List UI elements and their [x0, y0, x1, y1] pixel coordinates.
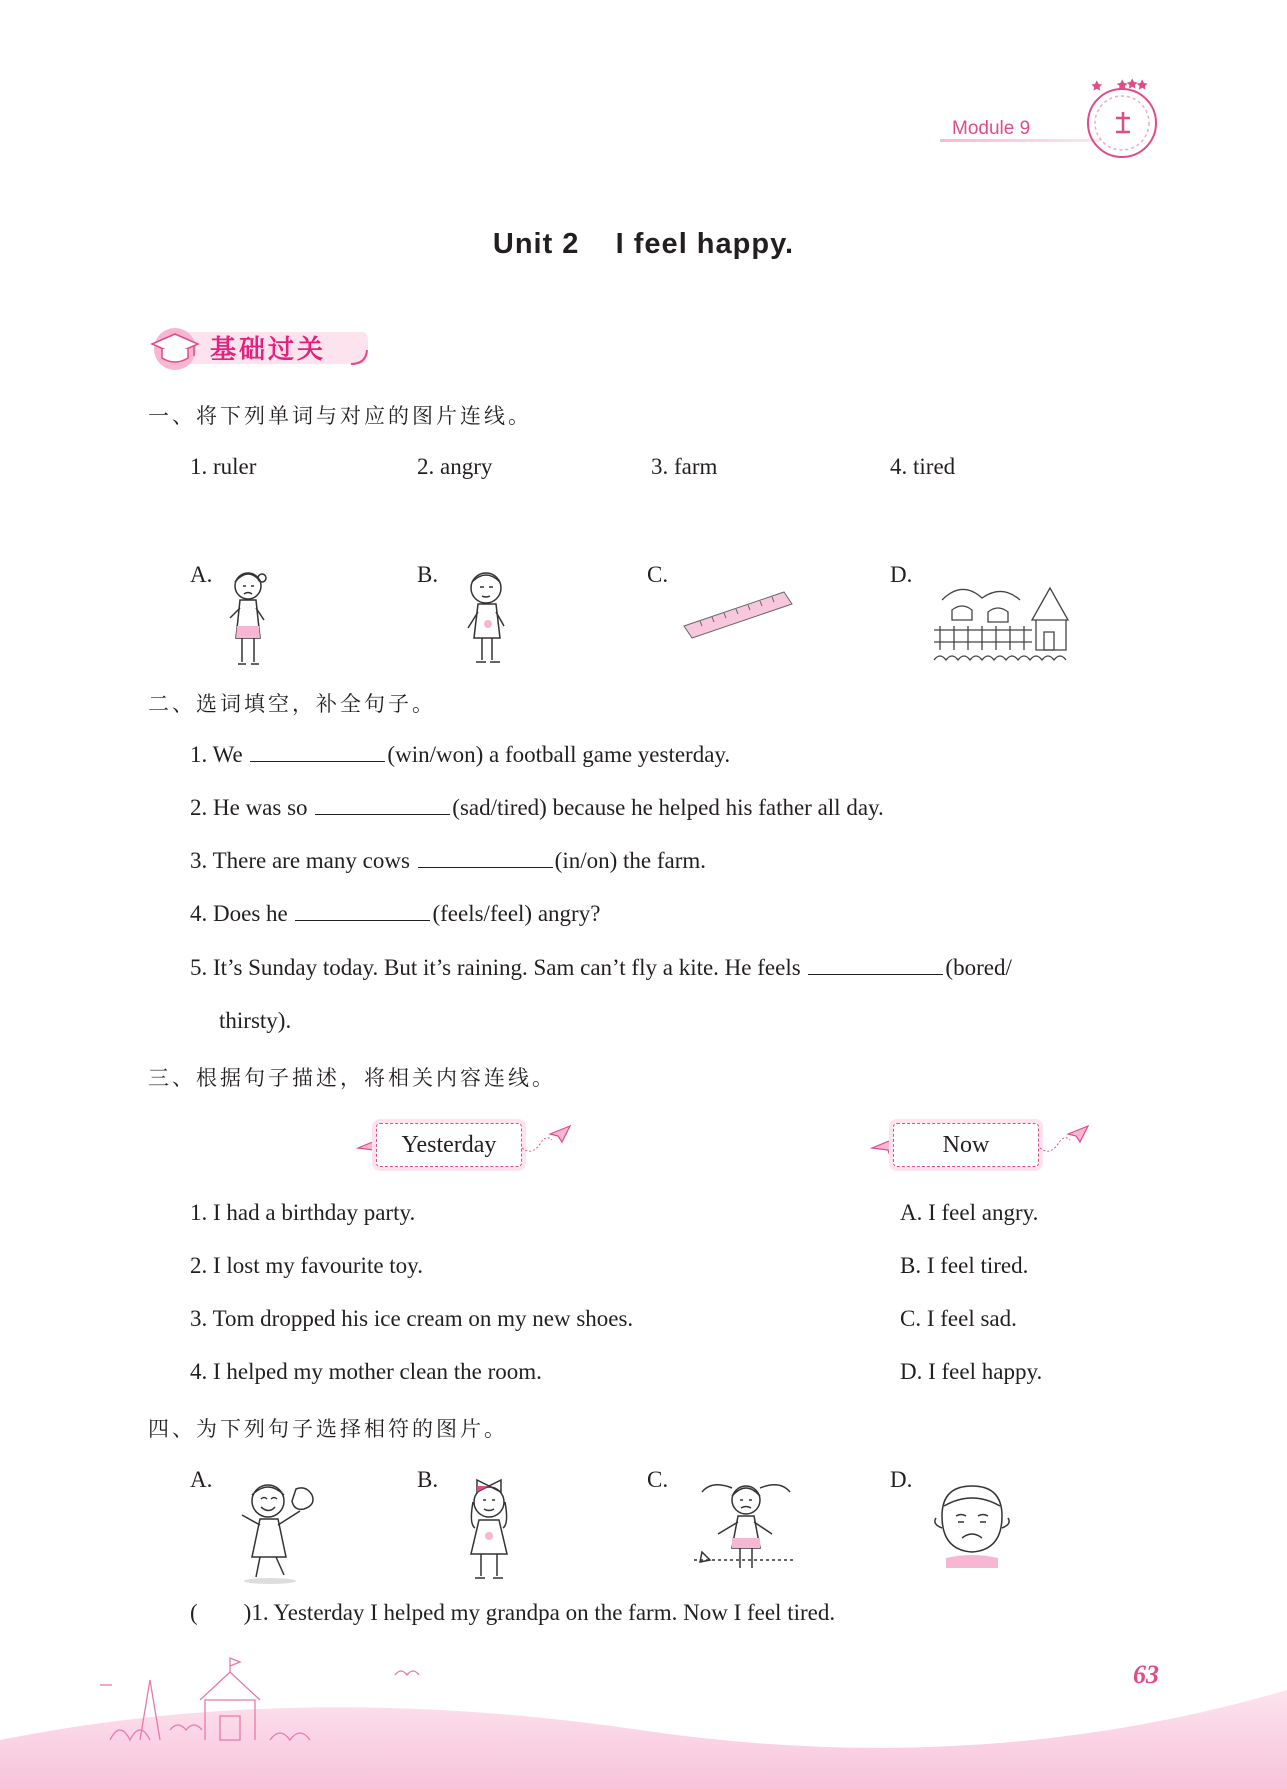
yesterday-item-3: 3. Tom dropped his ice cream on my new shoes. [190, 1306, 634, 1331]
part1-option-a: A. [190, 562, 213, 587]
word-farm: 3. farm [651, 454, 718, 479]
part2-item-2 [190, 795, 884, 821]
part2-item-1 [190, 742, 730, 768]
part2-item-4-pre: 4. Does he [190, 901, 288, 926]
part1-option-b: B. [417, 562, 439, 587]
word-angry: 2. angry [417, 454, 493, 479]
part4-option-a: A. [190, 1467, 213, 1492]
part1-option-c: C. [647, 562, 669, 587]
module-label: Module 9 [952, 118, 1031, 139]
part2-item-1-post: (win/won) a football game yesterday. [387, 742, 731, 767]
part4-heading: 四、为下列句子选择相符的图片。 [148, 1417, 508, 1441]
part2-item-5-blank[interactable] [808, 973, 943, 975]
part4-option-c: C. [647, 1467, 669, 1492]
footer-decoration [0, 1640, 1287, 1789]
page-title: Unit 2 I feel happy. [492, 228, 795, 260]
now-item-b: B. I feel tired. [900, 1253, 1029, 1278]
word-ruler: 1. ruler [190, 454, 257, 479]
paper-plane-icon [1040, 1122, 1090, 1156]
part2-item-5 [190, 955, 1012, 981]
part2-item-4 [190, 901, 600, 927]
word-tired: 4. tired [890, 454, 956, 479]
tired-boy-picture [458, 566, 518, 671]
module-underline [940, 139, 1100, 142]
part4-question-1[interactable]: ( )1. Yesterday I helped my grandpa on the farm. Now I feel tired. [190, 1600, 836, 1625]
seal-logo-icon [1080, 78, 1165, 163]
part1-heading: 一、将下列单词与对应的图片连线。 [148, 404, 532, 428]
dropped-icecream-picture [688, 1478, 803, 1578]
part2-item-1-blank[interactable] [250, 760, 385, 762]
part2-item-4-post: (feels/feel) angry? [432, 901, 601, 926]
part4-option-d: D. [890, 1467, 913, 1492]
girl-with-bow-picture [455, 1472, 525, 1587]
part2-heading: 二、选词填空，补全句子。 [148, 692, 436, 716]
part2-item-5-post: (bored/ [945, 955, 1012, 980]
sad-boy-picture [932, 1480, 1012, 1570]
part2-item-2-blank[interactable] [315, 813, 450, 815]
graduation-cap-icon [146, 322, 204, 372]
paper-plane-icon [522, 1122, 572, 1156]
now-item-c: C. I feel sad. [900, 1306, 1017, 1331]
part4-option-b: B. [417, 1467, 439, 1492]
part2-item-3-blank[interactable] [418, 866, 553, 868]
part2-item-5-cont: thirsty). [219, 1008, 292, 1033]
part2-item-3-pre: 3. There are many cows [190, 848, 410, 873]
part2-item-1-pre: 1. We [190, 742, 243, 767]
page-number: 63 [1133, 1660, 1159, 1689]
part2-item-5-pre: 5. It’s Sunday today. But it’s raining. Sam can’t fly a kite. He feels [190, 955, 801, 980]
now-item-d: D. I feel happy. [900, 1359, 1043, 1384]
ruler-picture [680, 586, 795, 646]
yesterday-label: Yesterday [376, 1123, 522, 1167]
yesterday-item-1: 1. I had a birthday party. [190, 1200, 416, 1225]
happy-girl-picture [230, 1475, 330, 1585]
part2-item-3-post: (in/on) the farm. [554, 848, 707, 873]
part1-option-d: D. [890, 562, 913, 587]
part3-heading: 三、根据句子描述，将相关内容连线。 [148, 1066, 556, 1090]
section-banner-text: 基础过关 [210, 335, 327, 365]
yesterday-item-2: 2. I lost my favourite toy. [190, 1253, 423, 1278]
now-label: Now [893, 1123, 1039, 1167]
yesterday-item-4: 4. I helped my mother clean the room. [190, 1359, 542, 1384]
angry-girl-picture [218, 566, 278, 671]
part2-item-2-post: (sad/tired) because he helped his father all day. [452, 795, 884, 820]
now-item-a: A. I feel angry. [900, 1200, 1039, 1225]
part2-item-4-blank[interactable] [295, 919, 430, 921]
part2-item-2-pre: 2. He was so [190, 795, 308, 820]
part2-item-3 [190, 848, 706, 874]
farm-picture [932, 570, 1082, 680]
